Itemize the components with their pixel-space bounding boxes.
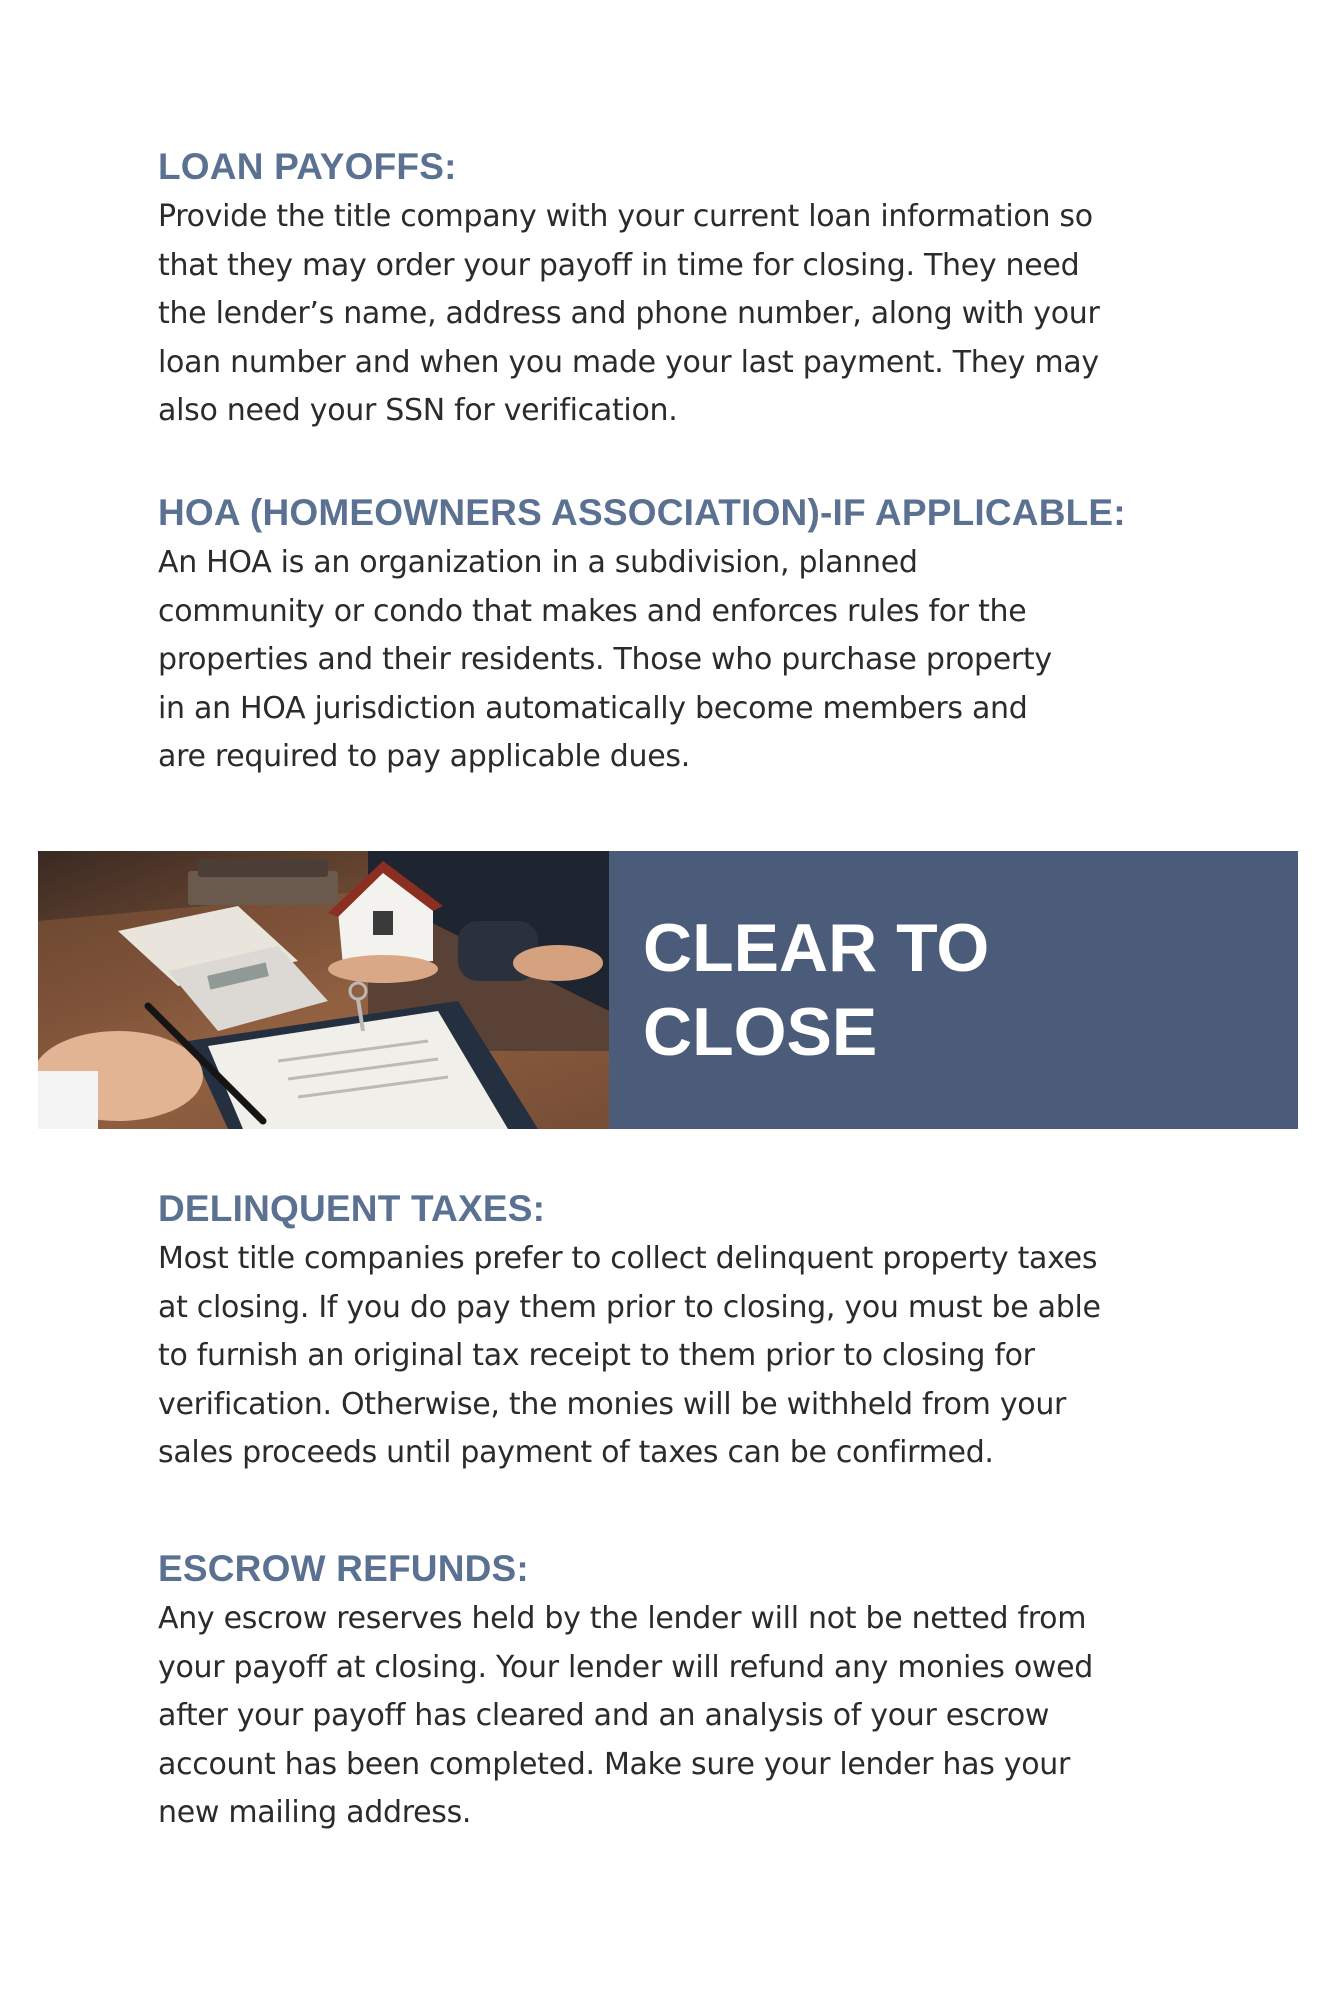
body-line: the lender’s name, address and phone number, along with your <box>158 296 1100 331</box>
section-loan-payoffs <box>158 148 1100 436</box>
body-line: are required to pay applicable dues. <box>158 739 690 774</box>
body-line: your payoff at closing. Your lender will refund any monies owed <box>158 1649 1094 1685</box>
body-line: verification. Otherwise, the monies will be withheld from your <box>158 1386 1067 1422</box>
clear-to-close-banner <box>38 851 1298 1129</box>
section-heading: HOA (HOMEOWNERS ASSOCIATION)-IF APPLICABLE: <box>158 492 1126 533</box>
body-line: at closing. If you do pay them prior to closing, you must be able <box>158 1289 1101 1325</box>
body-line: community or condo that makes and enforces rules for the <box>158 593 1027 629</box>
section-delinquent-taxes <box>158 1190 1101 1478</box>
body-line: that they may order your payoff in time for closing. They need <box>158 247 1080 283</box>
body-line: Most title companies prefer to collect delinquent property taxes <box>158 1241 1098 1276</box>
photo-illustration <box>38 851 609 1129</box>
body-line: An HOA is an organization in a subdivision, planned <box>158 545 918 580</box>
body-line: sales proceeds until payment of taxes can be confirmed. <box>158 1435 994 1470</box>
section-hoa <box>158 494 1126 782</box>
body-line: also need your SSN for verification. <box>158 393 678 428</box>
body-line: account has been completed. Make sure your lender has your <box>158 1746 1071 1782</box>
section-heading: ESCROW REFUNDS: <box>158 1548 529 1589</box>
body-line: to furnish an original tax receipt to them prior to closing for <box>158 1338 1035 1373</box>
body-line: new mailing address. <box>158 1795 472 1830</box>
section-body <box>158 1235 1101 1478</box>
section-body <box>158 539 1126 782</box>
body-line: loan number and when you made your last payment. They may <box>158 344 1099 380</box>
section-heading: DELINQUENT TAXES: <box>158 1188 546 1229</box>
body-line: properties and their residents. Those who purchase property <box>158 642 1052 677</box>
section-body <box>158 193 1100 436</box>
section-escrow-refunds <box>158 1550 1093 1838</box>
body-line: in an HOA jurisdiction automatically become members and <box>158 690 1028 726</box>
section-heading: LOAN PAYOFFS: <box>158 146 457 187</box>
body-line: Provide the title company with your current loan information so <box>158 199 1093 234</box>
house-keys-contract-photo <box>38 851 609 1129</box>
section-body <box>158 1595 1093 1838</box>
banner-title: CLEAR TO CLOSE <box>643 910 990 1070</box>
body-line: after your payoff has cleared and an analysis of your escrow <box>158 1698 1050 1733</box>
banner-panel <box>609 851 1298 1129</box>
body-line: Any escrow reserves held by the lender will not be netted from <box>158 1601 1087 1636</box>
